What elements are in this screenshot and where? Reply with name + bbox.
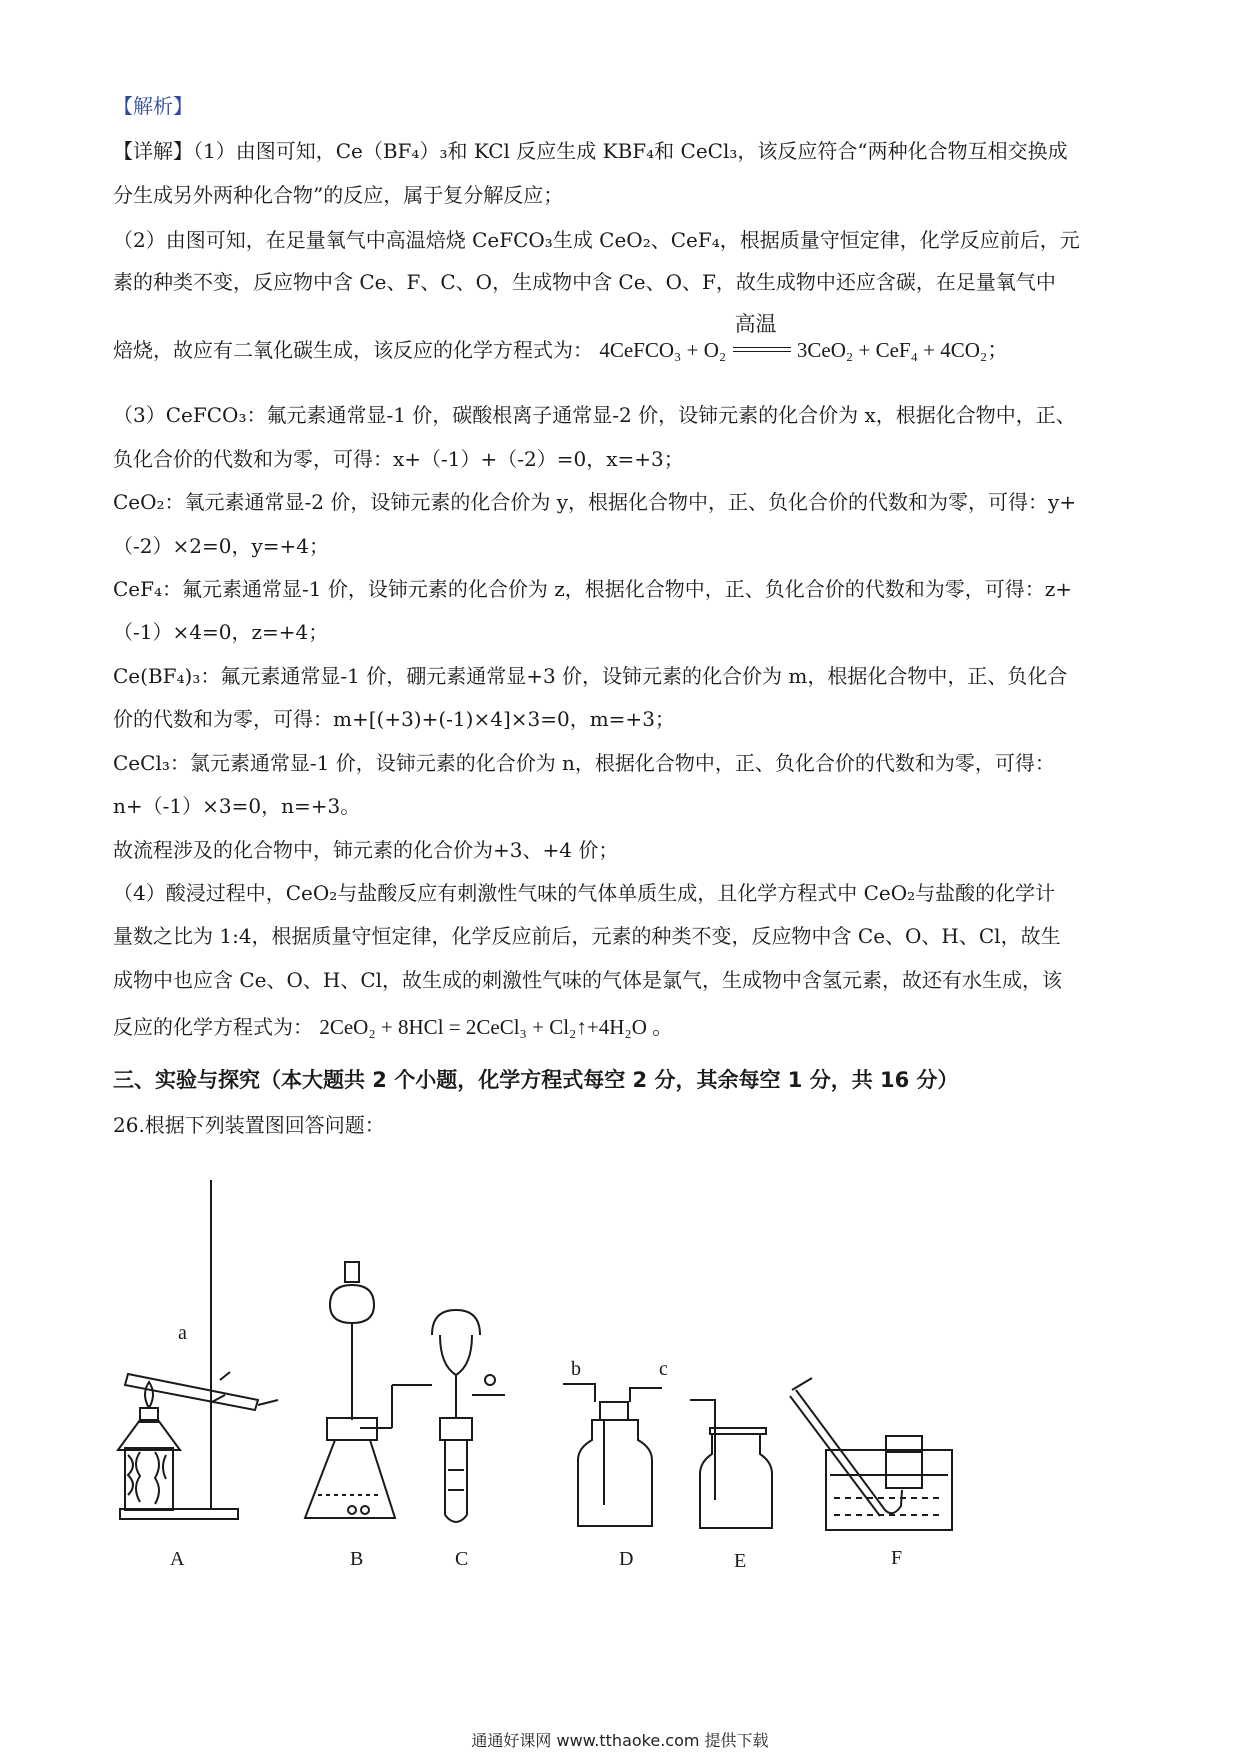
apparatus-c-tube bbox=[432, 1310, 505, 1522]
label-a: a bbox=[178, 1322, 187, 1344]
equation-2-prefix: 反应的化学方程式为： bbox=[113, 1015, 313, 1039]
text-line-5: （3）CeFCO₃：氟元素通常显-1 价，碳酸根离子通常显-2 价，设铈元素的化合价为 x，根据化合物中，正、 bbox=[113, 403, 1076, 427]
label-D: D bbox=[619, 1548, 634, 1570]
text-line-2: 分生成另外两种化合物”的反应，属于复分解反应； bbox=[113, 183, 564, 207]
text-line-13: CeCl₃：氯元素通常显-1 价，设铈元素的化合价为 n，根据化合物中，正、负化合价的代数和为零，可得： bbox=[113, 751, 1055, 775]
apparatus-a-heating bbox=[118, 1180, 278, 1519]
text-line-10: （-1）×4=0，z=+4； bbox=[113, 620, 329, 644]
analysis-tag: 【解析】 bbox=[113, 94, 193, 118]
text-line-9: CeF₄：氟元素通常显-1 价，设铈元素的化合价为 z，根据化合物中，正、负化合价的代数和为零，可得：z+ bbox=[113, 577, 1073, 601]
text-line-1: 【详解】（1）由图可知，Ce（BF₄）₃和 KCl 反应生成 KBF₄和 CeCl₃，该反应符合“两种化合物互相交换成 bbox=[113, 139, 1068, 163]
text-line-11: Ce(BF₄)₃：氟元素通常显-1 价，硼元素通常显+3 价，设铈元素的化合价为 m，根据化合物中，正、负化合 bbox=[113, 664, 1068, 688]
label-b: b bbox=[571, 1358, 581, 1380]
apparatus-b-flask bbox=[305, 1262, 432, 1518]
apparatus-f-trough bbox=[790, 1378, 952, 1530]
text-line-7: CeO₂：氧元素通常显-2 价，设铈元素的化合价为 y，根据化合物中，正、负化合价的代数和为零，可得：y+ bbox=[113, 490, 1077, 514]
text-line-4: 素的种类不变，反应物中含 Ce、F、C、O，生成物中含 Ce、O、F，故生成物中还应含碳，在足量氧气中 bbox=[113, 270, 1056, 294]
apparatus-d-bottle bbox=[563, 1384, 662, 1526]
text-line-17: 量数之比为 1:4，根据质量守恒定律，化学反应前后，元素的种类不变，反应物中含 Ce、O、H、Cl，故生 bbox=[113, 924, 1061, 948]
equation-1-left: 4CeFCO₃ + O₂ bbox=[599, 338, 727, 362]
label-F: F bbox=[891, 1547, 903, 1569]
footer-source: 通通好课网 www.tthaoke.com 提供下载 bbox=[471, 1731, 769, 1750]
apparatus-e-bottle bbox=[690, 1400, 772, 1528]
text-line-18: 成物中也应含 Ce、O、H、Cl，故生成的刺激性气味的气体是氯气，生成物中含氢元素，故还有水生成，该 bbox=[113, 968, 1063, 992]
text-line-8: （-2）×2=0，y=+4； bbox=[113, 534, 329, 558]
text-line-6: 负化合价的代数和为零，可得：x+（-1）+（-2）=0，x=+3； bbox=[113, 447, 684, 471]
question-26: 26.根据下列装置图回答问题： bbox=[113, 1113, 385, 1137]
section-3-heading: 三、实验与探究（本大题共 2 个小题，化学方程式每空 2 分，其余每空 1 分，共 16 分） bbox=[113, 1068, 959, 1092]
label-B: B bbox=[350, 1548, 364, 1570]
equation-2: 2CeO₂ + 8HCl = 2CeCl₃ + Cl₂↑+4H₂O 。 bbox=[319, 1015, 674, 1039]
condition-label: 高温 bbox=[734, 312, 777, 336]
text-line-12: 价的代数和为零，可得：m+[(+3)+(-1)×4]×3=0，m=+3； bbox=[113, 707, 675, 731]
equation-1-prefix: 焙烧，故应有二氧化碳生成，该反应的化学方程式为： bbox=[113, 338, 593, 362]
label-A: A bbox=[170, 1548, 185, 1570]
text-line-15: 故流程涉及的化合物中，铈元素的化合价为+3、+4 价； bbox=[113, 838, 619, 862]
equation-1-right: 3CeO₂ + CeF₄ + 4CO₂； bbox=[796, 338, 1009, 362]
label-c: c bbox=[659, 1358, 668, 1380]
label-C: C bbox=[455, 1548, 469, 1570]
text-line-16: （4）酸浸过程中，CeO₂与盐酸反应有刺激性气味的气体单质生成，且化学方程式中 CeO₂与盐酸的化学计 bbox=[113, 881, 1056, 905]
text-line-3: （2）由图可知，在足量氧气中高温焙烧 CeFCO₃生成 CeO₂、CeF₄，根据质量守恒定律，化学反应前后，元 bbox=[113, 228, 1080, 252]
text-line-14: n+（-1）×3=0，n=+3。 bbox=[113, 794, 361, 818]
label-E: E bbox=[734, 1550, 747, 1572]
